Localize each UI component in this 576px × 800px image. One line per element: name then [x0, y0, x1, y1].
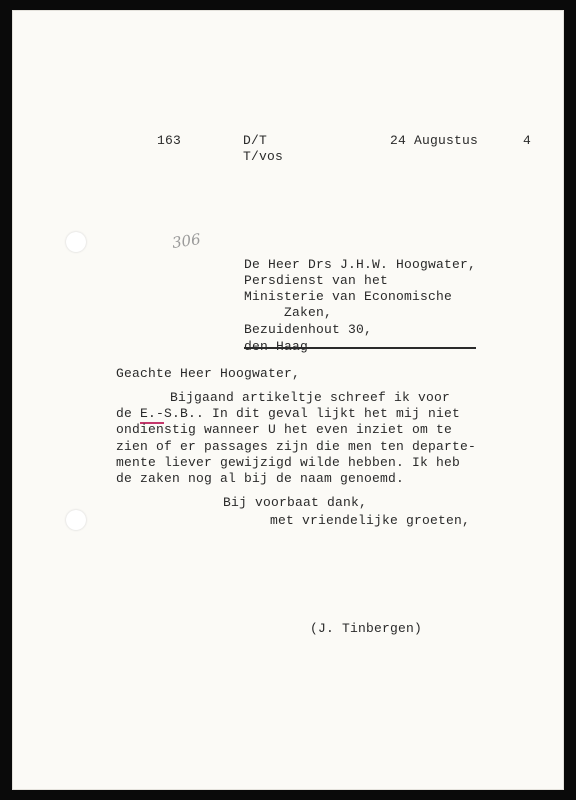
- address-underline: [244, 347, 476, 349]
- closing-regards: met vriendelijke groeten,: [270, 513, 471, 528]
- body-line-1: Bijgaand artikeltje schreef ik voor: [170, 390, 451, 405]
- closing-thanks: Bij voorbaat dank,: [223, 495, 368, 510]
- body-line-4: zien of er passages zijn die men ten departe-: [116, 439, 477, 454]
- year-digit: 4: [523, 133, 532, 148]
- address-line-3: Ministerie van Economische: [244, 289, 453, 304]
- address-line-4: Zaken,: [284, 305, 333, 320]
- reference-code-2: T/vos: [243, 149, 284, 164]
- address-line-1: De Heer Drs J.H.W. Hoogwater,: [244, 257, 477, 272]
- punch-hole-bottom: [66, 510, 86, 530]
- letter-sheet: [12, 10, 564, 790]
- letter-date: 24 Augustus: [390, 133, 479, 148]
- punch-hole-top: [66, 232, 86, 252]
- body-line-6: de zaken nog al bij de naam genoemd.: [116, 471, 405, 486]
- salutation: Geachte Heer Hoogwater,: [116, 366, 301, 381]
- reference-code-1: D/T: [243, 133, 268, 148]
- body-line-5: mente liever gewijzigd wilde hebben. Ik heb: [116, 455, 461, 470]
- signature: (J. Tinbergen): [310, 621, 423, 636]
- address-line-2: Persdienst van het: [244, 273, 389, 288]
- document-number: 163: [157, 133, 182, 148]
- body-line-2: de E.-S.B.. In dit geval lijkt het mij niet: [116, 406, 461, 421]
- body-line-3: ondienstig wanneer U het even inziet om te: [116, 422, 453, 437]
- address-line-5: Bezuidenhout 30,: [244, 322, 373, 337]
- handwritten-note: 306: [170, 230, 202, 252]
